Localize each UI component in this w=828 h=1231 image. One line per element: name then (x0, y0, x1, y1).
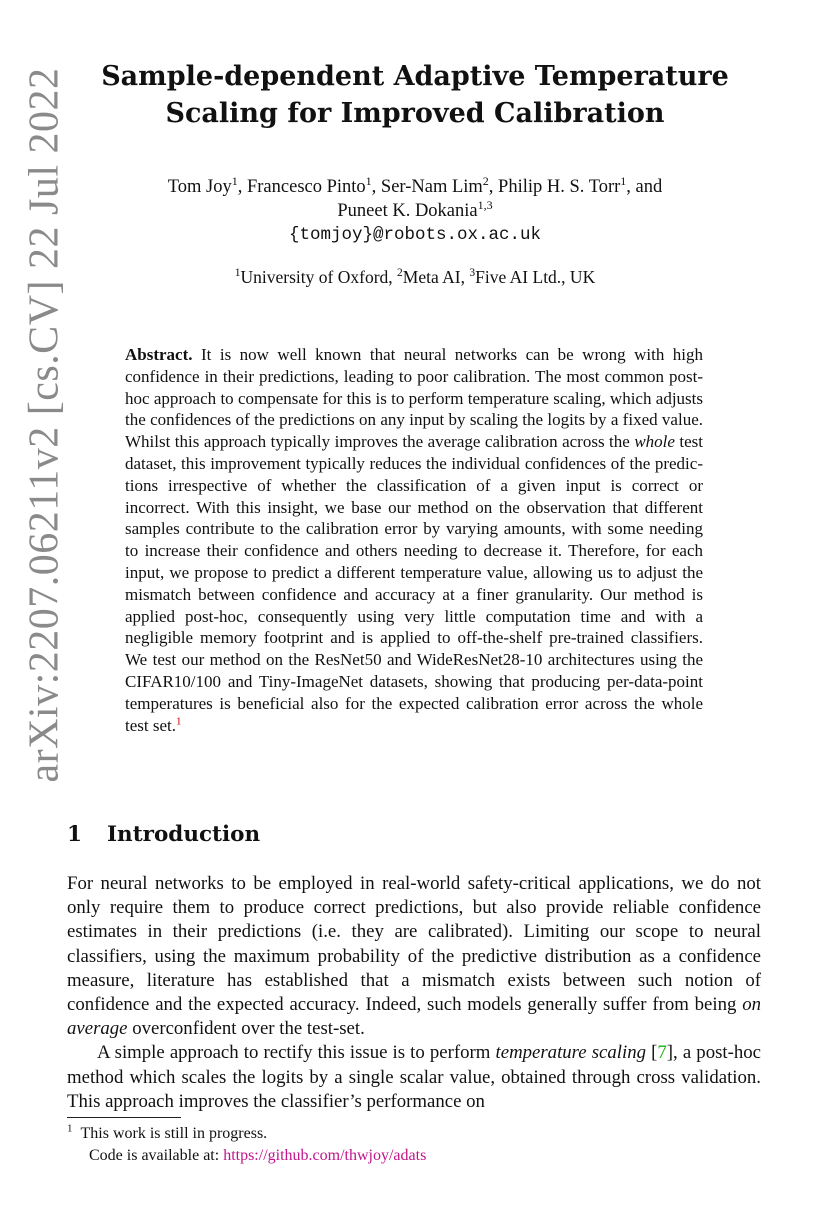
section-heading (67, 820, 260, 850)
footnote-text: Code is available at: (89, 1147, 220, 1164)
author-name: Francesco Pinto (246, 177, 366, 197)
abstract-emphasis: whole (634, 432, 675, 452)
paragraph (67, 872, 761, 1041)
author-name: Philip H. S. Torr (498, 177, 621, 197)
author-affiliation-mark: 2 (482, 173, 489, 188)
abstract-text-continued: test dataset, this improvement typically reduces the individual confidences of the predictions irrespective of whether the classification of a given input is correct or incorrect. With this insight, we base our method on the observation that different samples contribute to the calibration error by varying amounts, with some needing to increase their confidence and others needing to decrease it. Therefore, for each input, we propose to predict a different temperature value, allowing us to adjust the mismatch between confidence and accuracy at a finer granularity. Our method is applied post-hoc, consequently using very little computation time and with a negligible memory footprint and is applied to off-the-shelf pre-trained classifiers. We test our method on the ResNet50 and WideResNet28-10 architectures using the CIFAR10/100 and Tiny-ImageNet datasets, showing that producing per-data-point temperatures is beneficial also for the expected calibration error across the whole test set. (125, 432, 704, 735)
footnote-rule (67, 1117, 181, 1118)
author-name: Tom Joy (167, 177, 232, 197)
footnote-mark: 1 (67, 1122, 73, 1135)
abstract-text: It is now well known that neural networks can be wrong with high confidence in their predictions, leading to poor calibration. The most common post-hoc approach to compensate for this is to perform temperature scaling, which adjusts the confidences of the predictions on any input by scaling the logits by a fixed value. Whilst this approach typically improves the average calibration across the (125, 345, 704, 452)
affiliation-mark: 1 (234, 267, 241, 280)
title-line-1: Sample-dependent Adaptive Temperature (101, 61, 729, 92)
abstract (125, 344, 703, 736)
author-name: Ser-Nam Lim (380, 177, 483, 197)
abstract-label: Abstract. (125, 345, 193, 364)
footnote (67, 1123, 757, 1167)
paragraph-emphasis: on average (67, 994, 761, 1040)
author-name: Puneet K. Dokania (337, 201, 478, 221)
author-affiliation-mark: 1 (231, 173, 238, 188)
affiliation-mark: 2 (397, 267, 403, 280)
author-email: {tomjoy}@robots.ox.ac.uk (288, 225, 542, 245)
affiliation-name: Five AI Ltd., UK (475, 267, 596, 287)
title-line-2: Scaling for Improved Calibration (165, 98, 665, 129)
author-affiliation-mark: 1,3 (477, 197, 493, 212)
affiliation-mark: 3 (469, 267, 476, 280)
paragraph-text: For neural networks to be employed in real-world safety-critical applications, we do not only require them to produce correct predictions, but also provide reliable confidence estimates in their predictions (i.e. they are calibrated). Limiting our scope to neural classifiers, using the maximum probability of the predictive distribution as a confidence measure, literature has established that a mismatch exists between such notion of confidence and the expected accuracy. Indeed, such models generally suffer from being (67, 873, 761, 1016)
paragraph-text: A simple approach to rectify this issue is to perform (97, 1042, 491, 1064)
author-line-1: Tom Joy$^1$, Francesco Pinto$^1$, Ser-Nam Lim$^2$, Philip H. S. Torr$^1$, and (167, 173, 663, 197)
citation-bracket-close: ], (666, 1042, 678, 1064)
arxiv-identifier: arXiv:2207.06211v2 [cs.CV] 22 Jul 2022 (22, 67, 68, 783)
author-list (90, 175, 740, 247)
affiliation-name: University of Oxford, (240, 267, 393, 287)
affiliations (90, 265, 740, 289)
author-affiliation-mark: 1 (620, 173, 627, 188)
paragraph-text-continued: a post-hoc method which scales the logits by a single scalar value, obtained through cross validation. This approach improves the classifier’s performance on (67, 1042, 761, 1112)
affiliation-name: Meta AI, (402, 267, 466, 287)
footnote-line-1 (67, 1123, 757, 1145)
author-conjunction: and (635, 177, 663, 197)
author-line-2 (90, 199, 740, 223)
code-url-link[interactable]: https://github.com/thwjoy/adats (223, 1147, 427, 1164)
introduction-body (67, 872, 761, 1114)
paper-title (90, 58, 740, 132)
arxiv-watermark (12, 67, 78, 783)
footnote-text: This work is still in progress. (80, 1125, 268, 1142)
citation-link[interactable]: 7 (657, 1042, 667, 1064)
section-number: 1 (67, 822, 82, 847)
citation-bracket-open: [ (651, 1042, 658, 1064)
footnote-line-2 (67, 1145, 757, 1167)
paragraph (67, 1041, 761, 1114)
paragraph-text-continued: overconfident over the test-set. (132, 1018, 365, 1040)
section-title: Introduction (107, 822, 261, 847)
paragraph-emphasis: temperature scaling (495, 1042, 646, 1064)
author-affiliation-mark: 1 (365, 173, 372, 188)
footnote-link[interactable]: 1 (176, 714, 182, 727)
